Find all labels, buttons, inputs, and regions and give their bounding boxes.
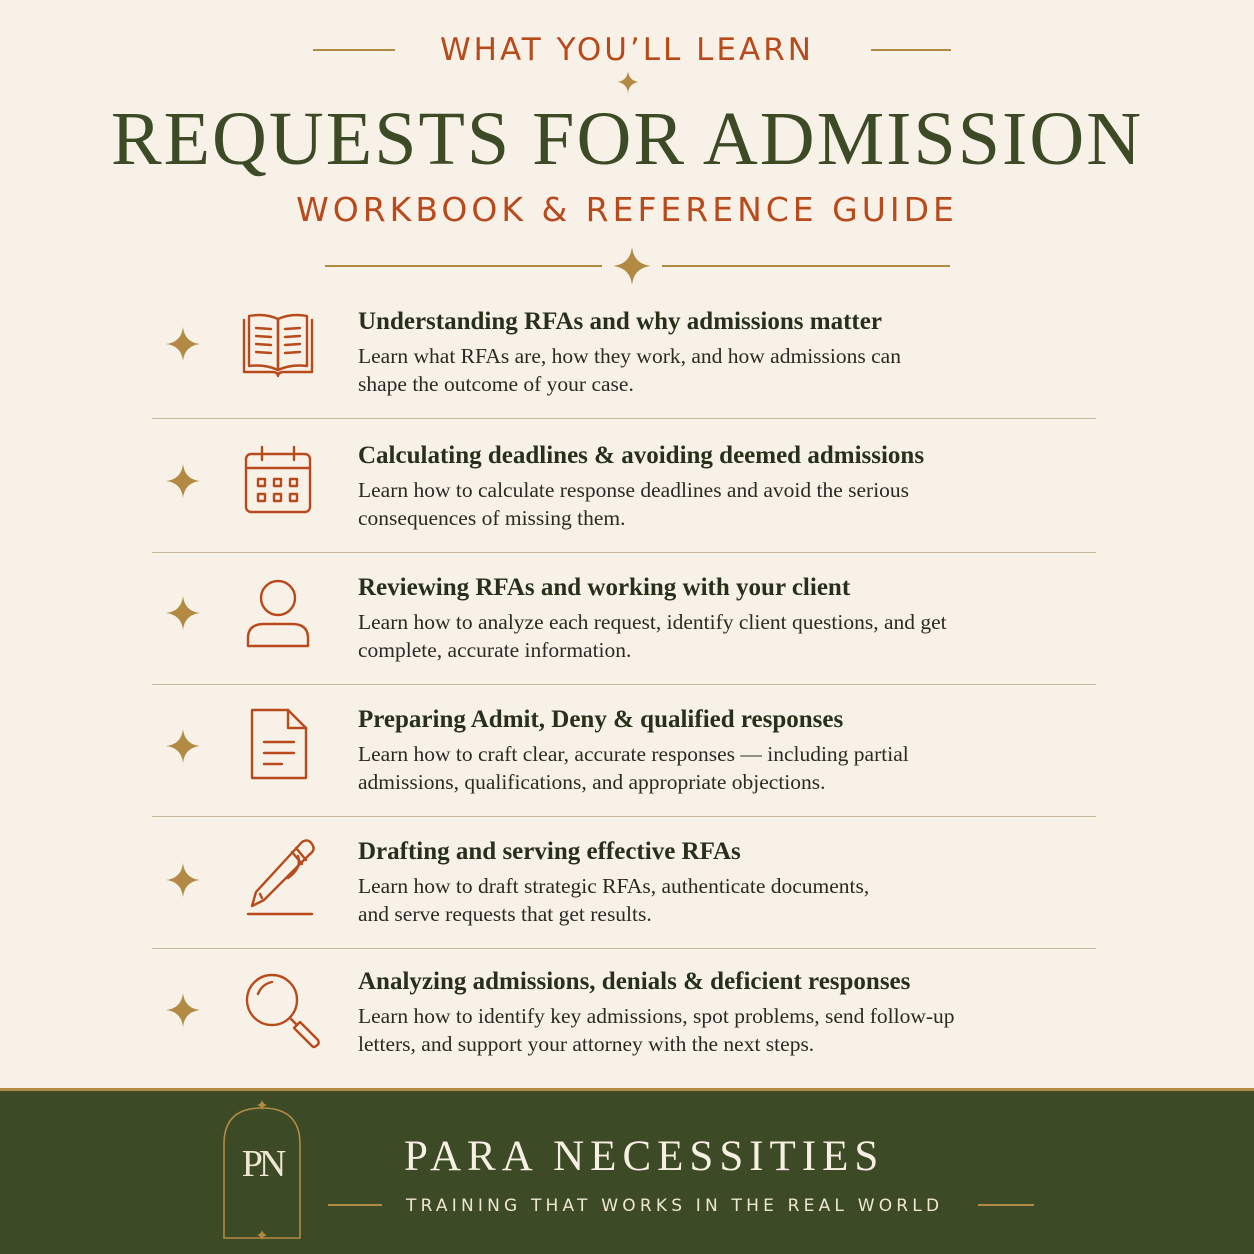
item-title: Analyzing admissions, denials & deficient responses	[358, 968, 911, 995]
list-item	[152, 962, 1096, 1094]
subtitle-rule-left	[325, 265, 602, 267]
list-item	[152, 830, 1096, 962]
item-text	[358, 966, 1088, 1058]
sparkle-icon	[166, 729, 200, 763]
tagline: TRAINING THAT WORKS IN THE REAL WORLD	[406, 1196, 944, 1216]
item-description: Learn how to calculate response deadlines and avoid the serious consequences of missing them.	[358, 478, 910, 530]
item-title: Calculating deadlines & avoiding deemed admissions	[358, 442, 925, 469]
item-text	[358, 440, 1088, 532]
item-title: Drafting and serving effective RFAs	[358, 838, 741, 865]
list-item	[152, 434, 1096, 566]
person-icon	[240, 574, 316, 650]
list-item	[152, 698, 1096, 830]
item-description: Learn how to craft clear, accurate responses — including partial admissions, qualifications, and appropriate objections.	[358, 742, 909, 794]
item-description: Learn how to identify key admissions, spot problems, send follow-up letters, and support your attorney with the next steps.	[358, 1004, 955, 1056]
sparkle-icon	[166, 863, 200, 897]
sparkle-icon	[166, 327, 200, 361]
item-description: Learn how to draft strategic RFAs, authenticate documents, and serve requests that get results.	[358, 874, 870, 926]
item-text	[358, 704, 1088, 796]
sparkle-icon	[613, 247, 651, 285]
item-title: Preparing Admit, Deny & qualified responses	[358, 706, 844, 733]
magnifier-icon	[242, 970, 322, 1050]
tagline-rule-right	[978, 1204, 1034, 1206]
divider	[152, 816, 1096, 817]
sparkle-icon	[166, 596, 200, 630]
item-description: Learn how to analyze each request, identify client questions, and get complete, accurate information.	[358, 610, 947, 662]
brand-name: PARA NECESSITIES	[404, 1133, 885, 1180]
item-description: Learn what RFAs are, how they work, and how admissions can shape the outcome of your case.	[358, 344, 901, 396]
divider	[152, 684, 1096, 685]
sparkle-icon	[166, 464, 200, 498]
divider	[152, 552, 1096, 553]
document-icon	[240, 706, 316, 782]
item-title: Understanding RFAs and why admissions matter	[358, 308, 882, 335]
divider	[152, 948, 1096, 949]
item-text	[358, 572, 1088, 664]
tagline-rule-left	[328, 1204, 382, 1206]
subtitle-rule-right	[662, 265, 950, 267]
item-text	[358, 306, 1088, 398]
header-rule-right	[871, 49, 951, 51]
sparkle-icon	[166, 993, 200, 1027]
list-item	[152, 300, 1096, 432]
calendar-icon	[240, 442, 316, 518]
pen-icon	[246, 838, 316, 916]
item-text	[358, 836, 1088, 928]
divider	[152, 418, 1096, 419]
sparkle-icon	[617, 71, 639, 93]
open-book-icon	[240, 306, 316, 382]
page-title: REQUESTS FOR ADMISSION	[110, 97, 1144, 181]
logo-monogram: PN	[241, 1143, 283, 1185]
eyebrow-heading: WHAT YOU’LL LEARN	[440, 32, 814, 68]
item-title: Reviewing RFAs and working with your client	[358, 574, 851, 601]
list-item	[152, 566, 1096, 698]
page-subtitle: WORKBOOK & REFERENCE GUIDE	[296, 190, 958, 229]
